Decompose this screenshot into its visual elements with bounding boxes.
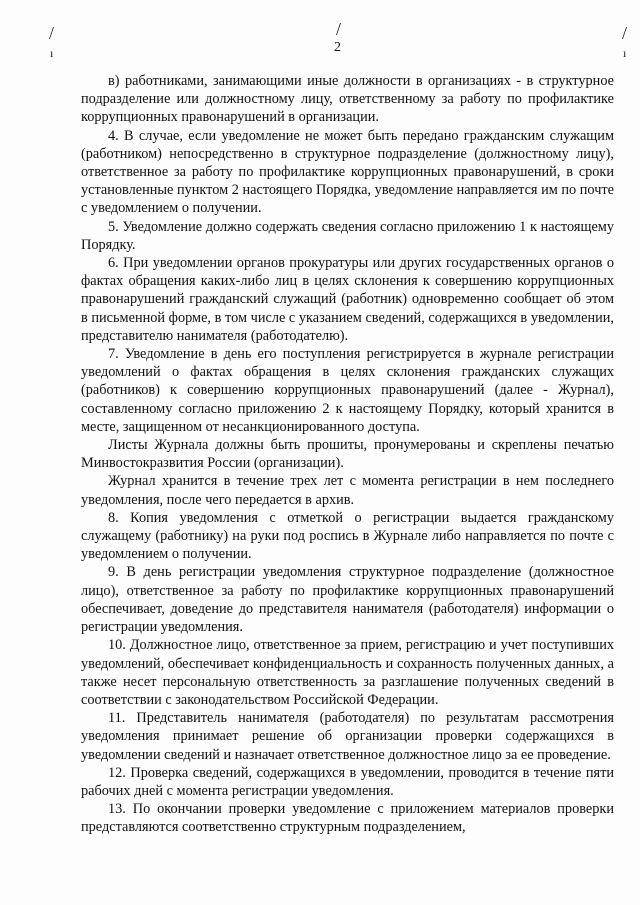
paragraph: 4. В случае, если уведомление не может быть передано гражданским служащим (работником) непосредственно в структурное подразделение (должностному лицу), ответственное за работу по профилактике коррупционных правонарушений, в сроки установленные пунктом 2 настоящего Порядка, уведомление направляется им по почте с уведомлением о получении.: [81, 127, 614, 217]
paragraph: 5. Уведомление должно содержать сведения согласно приложению 1 к настоящему Порядку.: [81, 218, 614, 253]
paragraph: 10. Должностное лицо, ответственное за прием, регистрацию и учет поступивших уведомлений, обеспечивает конфиденциальность и сохранность полученных данных, а также несет персональную ответственность за разглашение полученных сведений в соответствии с законодательством Российской Федерации.: [81, 637, 614, 708]
paragraph: 11. Представитель нанимателя (работодателя) по результатам рассмотрения уведомления принимает решение об организации проверки содержащихся в уведомлении сведений и назначает ответственное должностное лицо за ее проведение.: [81, 710, 614, 763]
paragraph: 7. Уведомление в день его поступления регистрируется в журнале регистрации уведомлений о фактах обращения в целях склонения гражданских служащих (работников) к совершению коррупционных правонарушений (далее - Журнал), составленному согласно приложению 2 к настоящему Порядку, который хранится в месте, защищенном от несанкционированного доступа.: [81, 346, 614, 435]
page-number: 2: [334, 40, 341, 55]
paragraph: 6. При уведомлении органов прокуратуры или других государственных органов о фактах обращения каких-либо лиц в целях склонения к совершению коррупционных правонарушений гражданский служащий (работник) одновременно сообщает об этом в письменной форме, в том числе с указанием сведений, содержащихся в уведомлении, представителю нанимателя (работодателю).: [81, 255, 614, 344]
paragraph: 8. Копия уведомления с отметкой о регистрации выдается гражданскому служащему (работнику) на руки под роспись в Журнале либо направляется по почте с уведомлением о получении.: [81, 509, 614, 563]
paragraph: в) работниками, занимающими иные должности в организациях - в структурное подразделение или должностному лицу, ответственному за работу по профилактике коррупционных правонарушений в организации.: [81, 73, 614, 126]
paragraph: Листы Журнала должны быть прошиты, пронумерованы и скреплены печатью Минвостокразвития России (организации).: [81, 437, 614, 472]
scan-mark-left-lower: ı: [50, 46, 54, 60]
paragraph: 13. По окончании проверки уведомление с приложением материалов проверки представляются соответственно структурным подразделением,: [81, 801, 614, 836]
scan-mark-right-lower: ı: [623, 46, 627, 60]
scan-mark-center: /: [336, 19, 342, 39]
document-body: [81, 72, 614, 837]
paragraph: 9. В день регистрации уведомления структурное подразделение (должностное лицо), ответственное за работу по профилактике коррупционных правонарушений обеспечивает, доведение до представителя нанимателя (работодателя) информации о регистрации уведомления.: [81, 564, 614, 636]
scan-mark-left: /: [49, 23, 55, 43]
scan-mark-right: /: [622, 23, 628, 43]
paragraph: Журнал хранится в течение трех лет с момента регистрации в нем последнего уведомления, после чего передается в архив.: [81, 473, 614, 508]
paragraph: 12. Проверка сведений, содержащихся в уведомлении, проводится в течение пяти рабочих дней с момента регистрации уведомления.: [81, 764, 614, 799]
